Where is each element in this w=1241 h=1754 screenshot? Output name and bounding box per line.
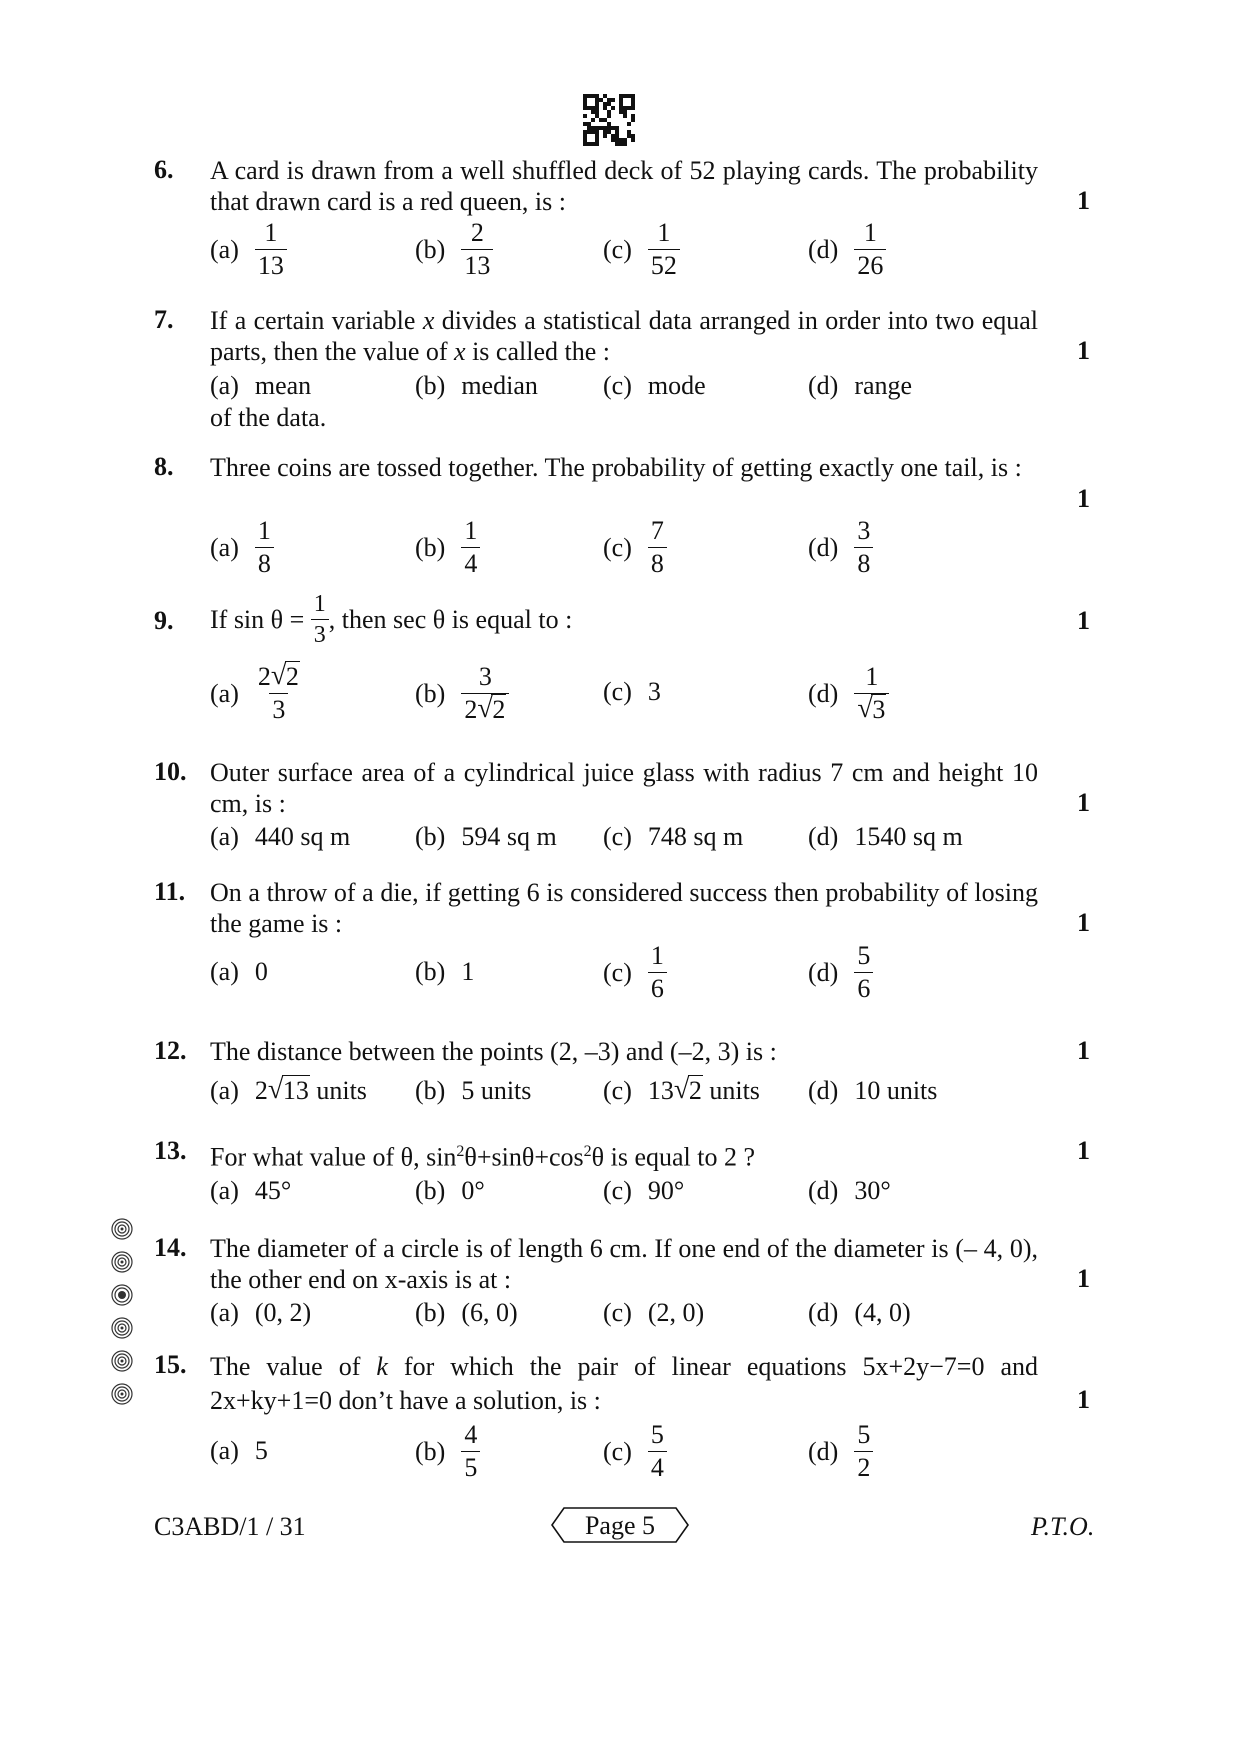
- question-8-number: 8.: [154, 452, 174, 481]
- qr-code-icon: [583, 94, 635, 146]
- swirl-ornament-column: [111, 1218, 137, 1416]
- question-15-mark: 1: [1077, 1385, 1090, 1414]
- question-9-number: 9.: [154, 606, 174, 635]
- question-12-option-c: (c) 13 √ 2 units: [603, 1074, 760, 1105]
- question-6-text: A card is drawn from a well shuffled deck of 52 playing cards. The probability that drawn card is a red queen, is :: [210, 156, 1038, 216]
- question-14-option-a: (a) (0, 2): [210, 1298, 312, 1327]
- question-14-text: The diameter of a circle is of length 6 cm. If one end of the diameter is (– 4, 0), the other end on x-axis is at :: [210, 1234, 1038, 1294]
- paper-code: C3ABD/1 / 31: [154, 1512, 306, 1541]
- question-6-option-c: (c) $\frac{1}{52}$: [603, 220, 680, 279]
- question-10-mark: 1: [1077, 788, 1090, 817]
- question-9-text: If sin θ = $\frac{1}{3}$ , then sec θ is equal to :: [210, 591, 573, 648]
- question-12-number: 12.: [154, 1036, 187, 1065]
- question-9-mark: 1: [1077, 606, 1090, 635]
- question-6-option-b: (b) $\frac{2}{13}$: [415, 220, 493, 279]
- question-11-option-c: (c) $\frac{1}{6}$: [603, 943, 667, 1002]
- question-15-option-d: (d) $\frac{5}{2}$: [808, 1422, 873, 1481]
- swirl-ornament-icon: [111, 1251, 133, 1273]
- question-9-option-b: (b) 3 2 √ 2: [415, 664, 509, 723]
- question-9-option-c: (c) 3: [603, 677, 661, 706]
- question-15-option-c: (c) $\frac{5}{4}$: [603, 1422, 667, 1481]
- swirl-ornament-icon: [111, 1218, 133, 1240]
- question-10-option-b: (b) 594 sq m: [415, 822, 557, 851]
- question-13-text: For what value of θ, $\sin^2\theta+\sin\theta+\cos^2\theta$ is equal to 2 ?: [210, 1142, 756, 1172]
- question-13-mark: 1: [1077, 1136, 1090, 1165]
- question-15-number: 15.: [154, 1350, 187, 1379]
- question-11-option-b: (b) 1: [415, 957, 475, 986]
- question-7-text: If a certain variable x divides a statistical data arranged in order into two equal parts, then the value of x is called the :: [210, 306, 1039, 366]
- question-15-option-b: (b) $\frac{4}{5}$: [415, 1422, 480, 1481]
- question-14-mark: 1: [1077, 1264, 1090, 1293]
- question-11-option-d: (d) $\frac{5}{6}$: [808, 943, 873, 1002]
- question-13-option-c: (c) 90°: [603, 1176, 685, 1205]
- question-8-option-c: (c) $\frac{7}{8}$: [603, 518, 667, 577]
- page-number: Page 5: [584, 1511, 656, 1540]
- question-6-number: 6.: [154, 155, 174, 184]
- question-12-option-a: (a) 2 √ 13 units: [210, 1074, 367, 1105]
- question-14-option-c: (c) (2, 0): [603, 1298, 705, 1327]
- question-12-option-d: (d) 10 units: [808, 1076, 938, 1105]
- question-6-mark: 1: [1077, 186, 1090, 215]
- page-number-badge: [550, 1506, 690, 1544]
- question-13-option-d: (d) 30°: [808, 1176, 891, 1205]
- question-8-text: Three coins are tossed together. The probability of getting exactly one tail, is :: [210, 453, 1022, 482]
- question-9-option-a: (a) 2 √ 2 3: [210, 660, 299, 724]
- question-11-mark: 1: [1077, 908, 1090, 937]
- question-8-mark: 1: [1077, 484, 1090, 513]
- question-14-number: 14.: [154, 1233, 187, 1262]
- question-6-option-a: (a) $\frac{1}{13}$: [210, 220, 287, 279]
- question-12-text: The distance between the points (2, –3) and (–2, 3) is :: [210, 1037, 777, 1066]
- question-12-option-b: (b) 5 units: [415, 1076, 532, 1105]
- question-6-option-d: (d) $\frac{1}{26}$: [808, 220, 886, 279]
- question-12-mark: 1: [1077, 1036, 1090, 1065]
- question-8-option-d: (d) $\frac{3}{8}$: [808, 518, 873, 577]
- question-14-option-b: (b) (6, 0): [415, 1298, 518, 1327]
- question-7-option-b: (b) median: [415, 371, 538, 400]
- question-10-option-d: (d) 1540 sq m: [808, 822, 963, 851]
- swirl-ornament-icon: [111, 1317, 133, 1339]
- question-8-option-a: (a) $\frac{1}{8}$: [210, 518, 274, 577]
- question-10-option-a: (a) 440 sq m: [210, 822, 351, 851]
- swirl-ornament-icon: [111, 1350, 133, 1372]
- question-11-option-a: (a) 0: [210, 957, 268, 986]
- pto-label: P.T.O.: [1031, 1512, 1095, 1541]
- swirl-ornament-icon: [111, 1284, 133, 1306]
- question-11-number: 11.: [154, 877, 186, 906]
- question-7-option-a: (a) mean: [210, 371, 312, 400]
- question-15-option-a: (a) 5: [210, 1436, 268, 1465]
- question-13-option-a: (a) 45°: [210, 1176, 292, 1205]
- swirl-ornament-icon: [111, 1383, 133, 1405]
- question-10-option-c: (c) 748 sq m: [603, 822, 744, 851]
- question-10-text: Outer surface area of a cylindrical juice glass with radius 7 cm and height 10 cm, is :: [210, 758, 1038, 818]
- question-7-tail: of the data.: [210, 403, 327, 432]
- question-10-number: 10.: [154, 757, 187, 786]
- question-13-number: 13.: [154, 1136, 187, 1165]
- question-7-option-d: (d) range: [808, 371, 913, 400]
- question-14-option-d: (d) (4, 0): [808, 1298, 911, 1327]
- question-7-number: 7.: [154, 305, 174, 334]
- question-11-text: On a throw of a die, if getting 6 is considered success then probability of losing the game is :: [210, 878, 1038, 938]
- question-15-text: The value of k for which the pair of linear equations 5x+2y−7=0 and 2x+ky+1=0 don’t have a solution, is :: [210, 1352, 1039, 1415]
- question-13-option-b: (b) 0°: [415, 1176, 485, 1205]
- question-8-option-b: (b) $\frac{1}{4}$: [415, 518, 480, 577]
- question-7-mark: 1: [1077, 336, 1090, 365]
- question-9-option-d: (d) 1 √ 3: [808, 664, 889, 723]
- question-7-option-c: (c) mode: [603, 371, 706, 400]
